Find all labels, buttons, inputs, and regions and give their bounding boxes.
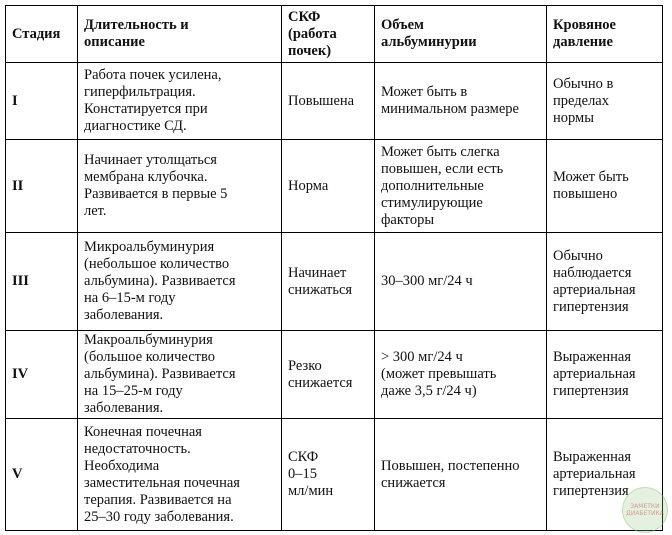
- stage-cell: III: [6, 233, 78, 331]
- table-row: [6, 63, 663, 140]
- gfr-cell: Резко снижается: [282, 331, 375, 419]
- pressure-cell: Может быть повышено: [547, 140, 663, 233]
- stage-cell: II: [6, 140, 78, 233]
- pressure-cell: Выраженная артериальная гипертензия: [547, 331, 663, 419]
- pressure-cell: Обычно наблюдается артериальная гипертензия: [547, 233, 663, 331]
- watermark-text: ЗАМЕТКИ ДИАБЕТИКА: [626, 503, 664, 517]
- gfr-cell: Норма: [282, 140, 375, 233]
- header-duration-description: Длительность и описание: [78, 6, 282, 63]
- stage-cell: I: [6, 63, 78, 140]
- description-cell: Макроальбуминурия (большое количество альбумина). Развивается на 15–25-м году заболевания.: [78, 331, 282, 419]
- description-cell: Начинает утолщаться мембрана клубочка. Развивается в первые 5 лет.: [78, 140, 282, 233]
- gfr-cell: Повышена: [282, 63, 375, 140]
- pressure-cell: Обычно в пределах нормы: [547, 63, 663, 140]
- albuminuria-cell: Может быть слегка повышен, если есть дополнительные стимулирующие факторы: [375, 140, 547, 233]
- stage-cell: V: [6, 419, 78, 531]
- description-cell: Конечная почечная недостаточность. Необходима заместительная почечная терапия. Развивается на 25–30 году заболевания.: [78, 419, 282, 531]
- diabetic-nephropathy-stages-table: [5, 5, 663, 531]
- header-gfr: СКФ (работа почек): [282, 6, 375, 63]
- description-cell: Работа почек усилена, гиперфильтрация. Констатируется при диагностике СД.: [78, 63, 282, 140]
- pressure-cell: Выраженная артериальная гипертензия: [547, 419, 663, 531]
- table-header-row: [6, 6, 663, 63]
- gfr-cell: СКФ 0–15 мл/мин: [282, 419, 375, 531]
- gfr-cell: Начинает снижаться: [282, 233, 375, 331]
- header-blood-pressure: Кровяное давление: [547, 6, 663, 63]
- albuminuria-cell: Может быть в минимальном размере: [375, 63, 547, 140]
- table-row: [6, 233, 663, 331]
- albuminuria-cell: > 300 мг/24 ч (может превышать даже 3,5 г/24 ч): [375, 331, 547, 419]
- stage-cell: IV: [6, 331, 78, 419]
- albuminuria-cell: Повышен, постепенно снижается: [375, 419, 547, 531]
- table-row: [6, 419, 663, 531]
- header-albuminuria: Объем альбуминурии: [375, 6, 547, 63]
- watermark-logo: [622, 487, 668, 533]
- description-cell: Микроальбуминурия (небольшое количество альбумина). Развивается на 6–15-м году заболевания.: [78, 233, 282, 331]
- header-stage: Стадия: [6, 6, 78, 63]
- albuminuria-cell: 30–300 мг/24 ч: [375, 233, 547, 331]
- table-row: [6, 331, 663, 419]
- table-row: [6, 140, 663, 233]
